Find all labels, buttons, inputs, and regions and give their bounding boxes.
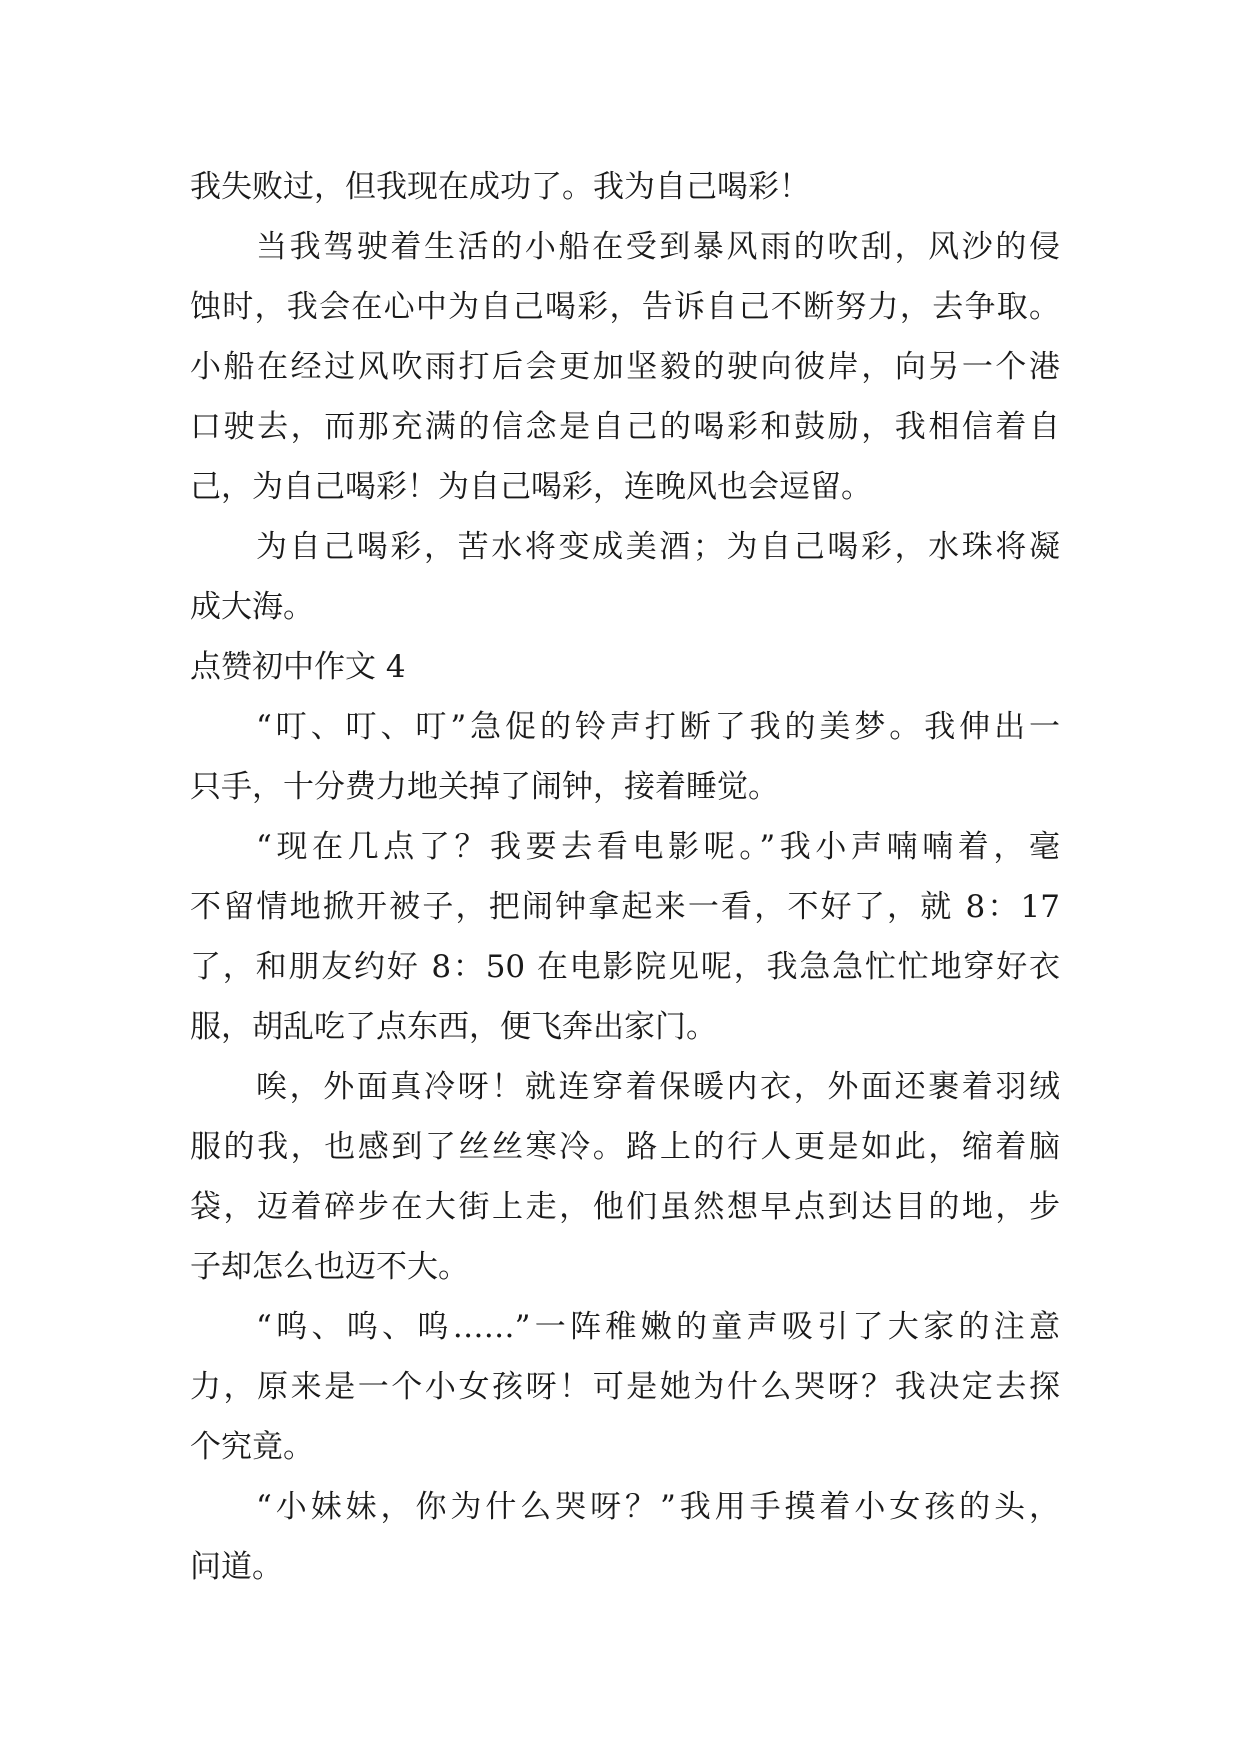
text-line: 只手，十分费力地关掉了闹钟，接着睡觉。 [190, 769, 779, 805]
paragraph-first-line: “现在几点了？我要去看电影呢。”我小声喃喃着，毫 [256, 829, 1060, 865]
paragraph-first-line: 唉，外面真冷呀！就连穿着保暖内衣，外面还裹着羽绒 [256, 1069, 1060, 1105]
paragraph-first-line: “小妹妹，你为什么哭呀？”我用手摸着小女孩的头， [256, 1489, 1060, 1525]
text-line: 力，原来是一个小女孩呀！可是她为什么哭呀？我决定去探 [190, 1369, 1060, 1405]
text-line: 问道。 [190, 1549, 283, 1585]
document-body [190, 157, 1060, 1597]
text-line: 服的我，也感到了丝丝寒冷。路上的行人更是如此，缩着脑 [190, 1129, 1060, 1165]
text-line: 了，和朋友约好 8：50 在电影院见呢，我急急忙忙地穿好衣 [190, 949, 1060, 985]
text-line: 子却怎么也迈不大。 [190, 1249, 469, 1285]
text-line: 袋，迈着碎步在大街上走，他们虽然想早点到达目的地，步 [190, 1189, 1060, 1225]
paragraph-first-line: “叮、叮、叮”急促的铃声打断了我的美梦。我伸出一 [256, 709, 1060, 745]
text-line: 成大海。 [190, 589, 314, 625]
paragraph-first-line: 为自己喝彩，苦水将变成美酒；为自己喝彩，水珠将凝 [256, 529, 1060, 565]
text-line: 点赞初中作文 4 [190, 649, 406, 685]
text-line: 口驶去，而那充满的信念是自己的喝彩和鼓励，我相信着自 [190, 409, 1060, 445]
text-line: 服，胡乱吃了点东西，便飞奔出家门。 [190, 1009, 717, 1045]
text-line: 己，为自己喝彩！为自己喝彩，连晚风也会逗留。 [190, 469, 872, 505]
text-line: 个究竟。 [190, 1429, 314, 1465]
text-line: 我失败过，但我现在成功了。我为自己喝彩！ [190, 169, 810, 205]
text-line: 蚀时，我会在心中为自己喝彩，告诉自己不断努力，去争取。 [190, 289, 1060, 325]
paragraph-first-line: 当我驾驶着生活的小船在受到暴风雨的吹刮，风沙的侵 [256, 229, 1060, 265]
text-line: 不留情地掀开被子，把闹钟拿起来一看，不好了，就 8：17 [190, 889, 1060, 925]
paragraph-first-line: “呜、呜、呜……”一阵稚嫩的童声吸引了大家的注意 [256, 1309, 1060, 1345]
text-line: 小船在经过风吹雨打后会更加坚毅的驶向彼岸，向另一个港 [190, 349, 1060, 385]
